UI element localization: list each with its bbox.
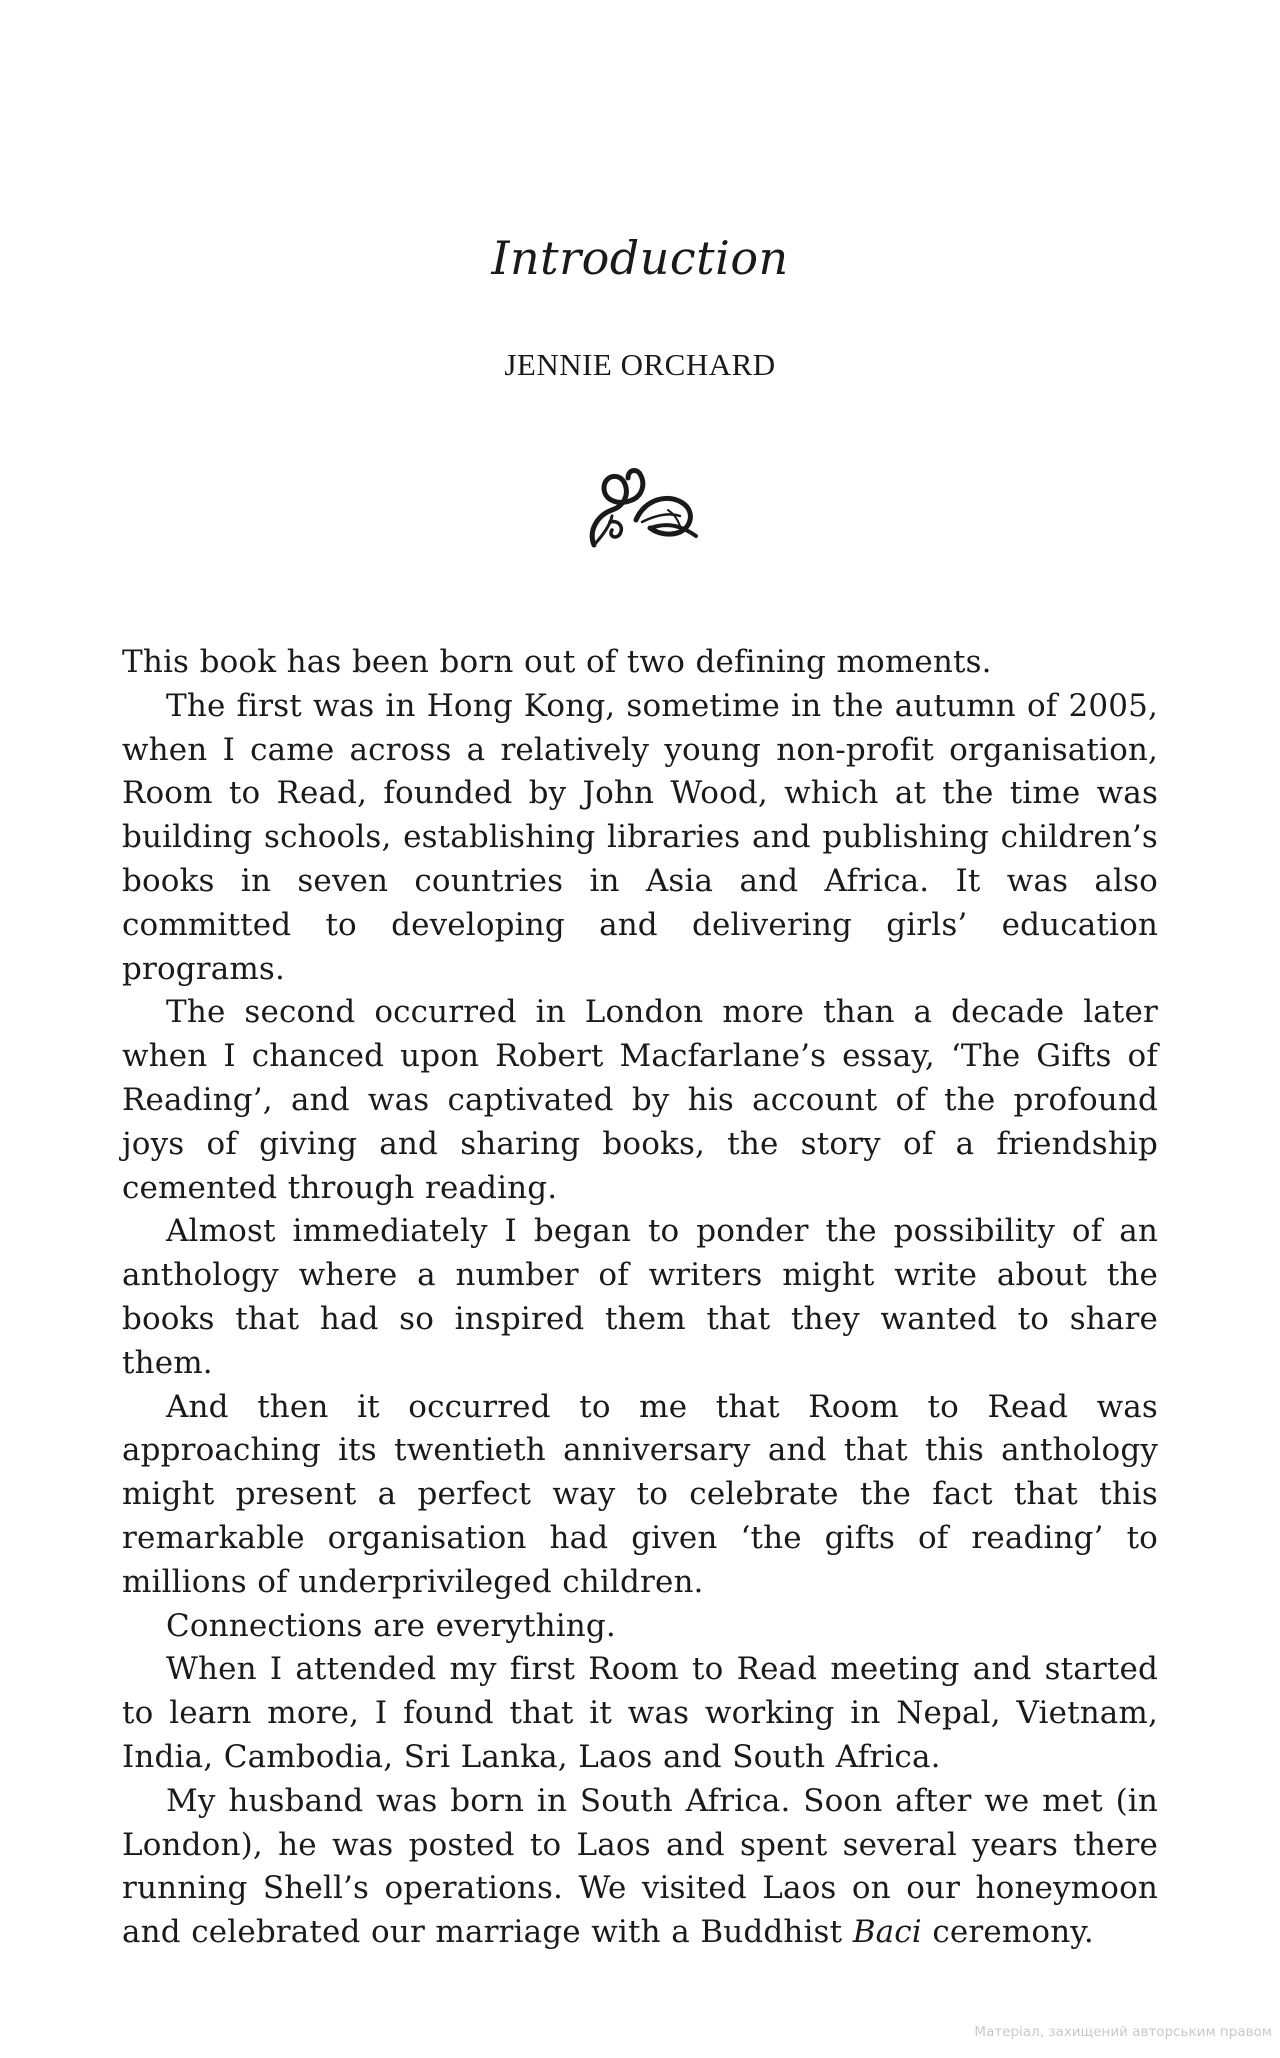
author-name: JENNIE ORCHARD xyxy=(504,347,776,382)
body-text xyxy=(122,641,1158,1955)
chapter-title: Introduction xyxy=(491,231,789,285)
paragraph-text: ceremony. xyxy=(921,1914,1094,1951)
italic-term: Baci xyxy=(852,1914,922,1951)
paragraph: The second occurred in London more than a decade later when I chanced upon Robert Macfarlane’s essay, ‘The Gifts of Reading’, and was captivated by his account of the profound joys of giving and sharing books, the story of a friendship cemented through reading. xyxy=(122,994,1158,1206)
paragraph: Connections are everything. xyxy=(166,1607,616,1644)
paragraph: And then it occurred to me that Room to Read was approaching its twentieth anniversary and that this anthology might present a perfect way to celebrate the fact that this remarkable organisation had given ‘the gifts of reading’ to millions of underprivileged children. xyxy=(122,1388,1158,1600)
leaf-fleuron-icon xyxy=(584,460,704,560)
paragraph-last xyxy=(122,1780,1158,1955)
paragraph: Almost immediately I began to ponder the possibility of an anthology where a number of writers might write about the books that had so inspired them that they wanted to share them. xyxy=(122,1213,1158,1381)
paragraph: When I attended my first Room to Read meeting and started to learn more, I found that it was working in Nepal, Vietnam, India, Cambodia, Sri Lanka, Laos and South Africa. xyxy=(122,1651,1158,1775)
copyright-watermark: Матеріал, захищений авторським правом xyxy=(974,2024,1272,2040)
paragraph: The first was in Hong Kong, sometime in the autumn of 2005, when I came across a relatively young non-profit organisation, Room to Read, founded by John Wood, which at the time was building schools, establishing libraries and publishing children’s books in seven countries in Asia and Africa. It was also committed to developing and delivering girls’ education programs. xyxy=(122,687,1158,987)
paragraph: This book has been born out of two defining moments. xyxy=(122,644,992,680)
paragraph-text: My husband was born in South Africa. Soon after we met (in London), he was posted to Laos and spent several years there running Shell’s operations. We visited Laos on our honeymoon and celebrated our marriage with a Buddhist xyxy=(122,1782,1158,1951)
